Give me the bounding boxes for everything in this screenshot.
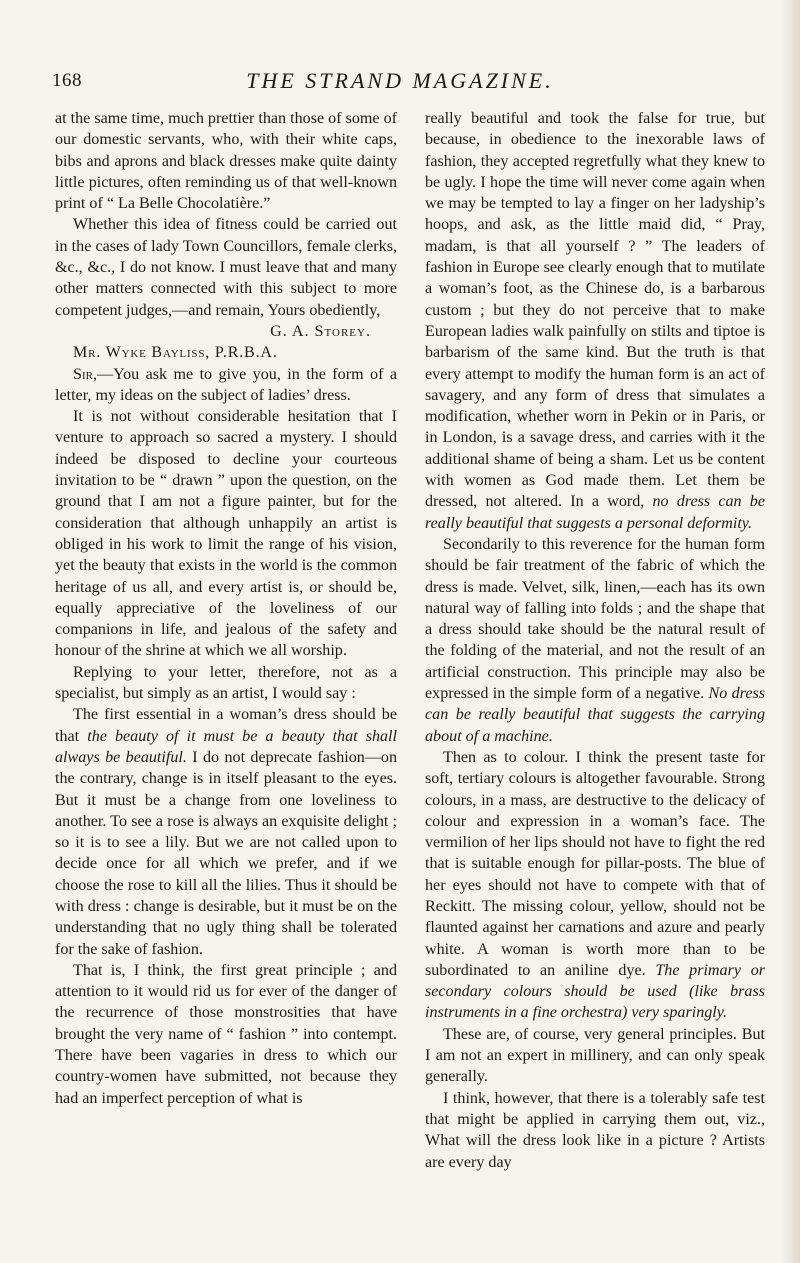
emphasis: The primary or secondary colours should be used ( [425,961,766,1001]
emphasis: like brass instruments in a fine orchestra [425,983,765,1022]
paragraph [425,747,765,1024]
paragraph: Whether this idea of fitness could be carried out in the cases of lady Town Councillors, female clerks, &c., &c., I do not know. I must leave that and many other matters connected with this subject to more competent judges,—and remain, Yours obediently, [55,216,397,319]
paragraph-text: really beautiful and took the false for true, but because, in obedience to the inexorable laws of fashion, they accepted regretfully what they knew to be ugly. I hope the time will never come again when we may be tempted to lay a finger on her ladyship’s hoops, and ask, as the little maid did, “ Pray, madam, is that all yourself ? ” The leaders of fashion in Europe see clearly enough that to mutilate a woman’s foot, as the Chinese do, is a barbarous custom ; but they do not perceive that to make European ladies walk painfully on stilts and tiptoe is barbarism of the same kind. But the truth is that every attempt to modify the human form is an act of savagery, and any form of dress that simulates a modification, whether worn in Pekin or in Paris, or in London, is a savage dress, and carries with it the additional shame of being a sham. Let us be content with women as God made them. Let them be dressed, not altered. In a word, [425,110,765,511]
paragraph-text: Secondarily to this reverence for the human form should be fair treatment of the fabric of which the dress is made. Velvet, silk, linen,—each has its own natural way of falling into folds ; and the shape that a dress should take should be the natural result of the folding of the material, and not the result of an artificial construction. This principle may also be expressed in the simple form of a negative. [425,535,765,703]
emphasis: No dress can be really beautiful that suggests the carrying about of a machine. [425,685,766,745]
emphasis: no dress can be really beautiful that suggests a personal deformity. [425,493,765,532]
left-column [55,108,397,1109]
page-number: 168 [52,70,82,91]
letter-address: Mr. Wyke Bayliss, P.R.B.A. [73,344,278,362]
paragraph: Replying to your letter, therefore, not as a specialist, but simply as an artist, I would say : [55,663,397,703]
paragraph [55,364,397,407]
paragraph-text: Then as to colour. I think the present taste for soft, tertiary colours is altogether favourable. Strong colours, in a mass, are destructive to the delicacy of colour and expression in a woman’s face. The vermilion of her lips should not have to fight the red that is suitable enough for pillar-posts. The blue of her eyes should not have to compete with that of Reckitt. The missing colour, yellow, should not be flaunted against her carnations and azure and pearly white. A woman is worth more than to be subordinated to an aniline dye. [425,748,765,979]
right-column [425,108,765,1173]
running-title: THE STRAND MAGAZINE. [246,68,554,93]
paragraph-text: The first essential in a woman’s dress should be that [55,706,397,745]
paragraph: That is, I think, the first great principle ; and attention to it would rid us for ever of the danger of the recurrence of those monstrosities that have brought the very name of “ fashion ” into contempt. There have been vagaries in dress to which our country-women have submitted, not because they had an imperfect perception of what is [55,961,397,1107]
paragraph [425,534,765,747]
paragraph: I think, however, that there is a tolerably safe test that might be applied in carrying them out, viz., What will the dress look like in a picture ? Artists are every day [425,1089,765,1171]
paragraph: at the same time, much prettier than those of some of our domestic servants, who, with their white caps, bibs and aprons and black dresses make quite dainty little pictures, often reminding us of that well-known print of “ La Belle Chocolatière.” [55,110,397,213]
page-edge-shadow [782,0,800,1263]
signature: G. A. Storey. [270,322,371,340]
paragraph: It is not without considerable hesitation that I venture to approach so sacred a mystery. I should indeed be disposed to decline your courteous invitation to be “ drawn ” upon the question, on the ground that I am not a figure painter, but for the consideration that although unhappily an artist is obliged in his work to limit the range of his vision, yet the beauty that exists in the world is the common heritage of us all, and every artist is, or should be, equally appreciative of the loveliness of our companions in life, and jealous of the safety and honour of the shrine at which we all worship. [55,408,397,660]
paragraph-text: —You ask me to give you, in the form of a letter, my ideas on the subject of ladies’ dress. [55,365,397,404]
paragraph-text: I do not deprecate fashion—on the contrary, change is in itself pleasant to the eyes. But it must be a change from one loveliness to another. To see a rose is always an exquisite delight ; so it is to see a lily. But we are not called upon to decide once for all which we prefer, and if we choose the rose to kill all the lilies. Thus it should be with dress : change is desirable, but it must be on the understanding that no ugly thing shall be tolerated for the sake of fashion. [55,748,397,958]
paragraph [425,108,765,534]
paragraph [55,704,397,960]
salutation: Sir, [73,365,97,383]
emphasis: the beauty of it must be a beauty that shall always be beautiful. [55,727,398,766]
paragraph: These are, of course, very general principles. But I am not an expert in millinery, and can only speak generally. [425,1025,765,1086]
emphasis: ) very sparingly. [622,1004,728,1022]
